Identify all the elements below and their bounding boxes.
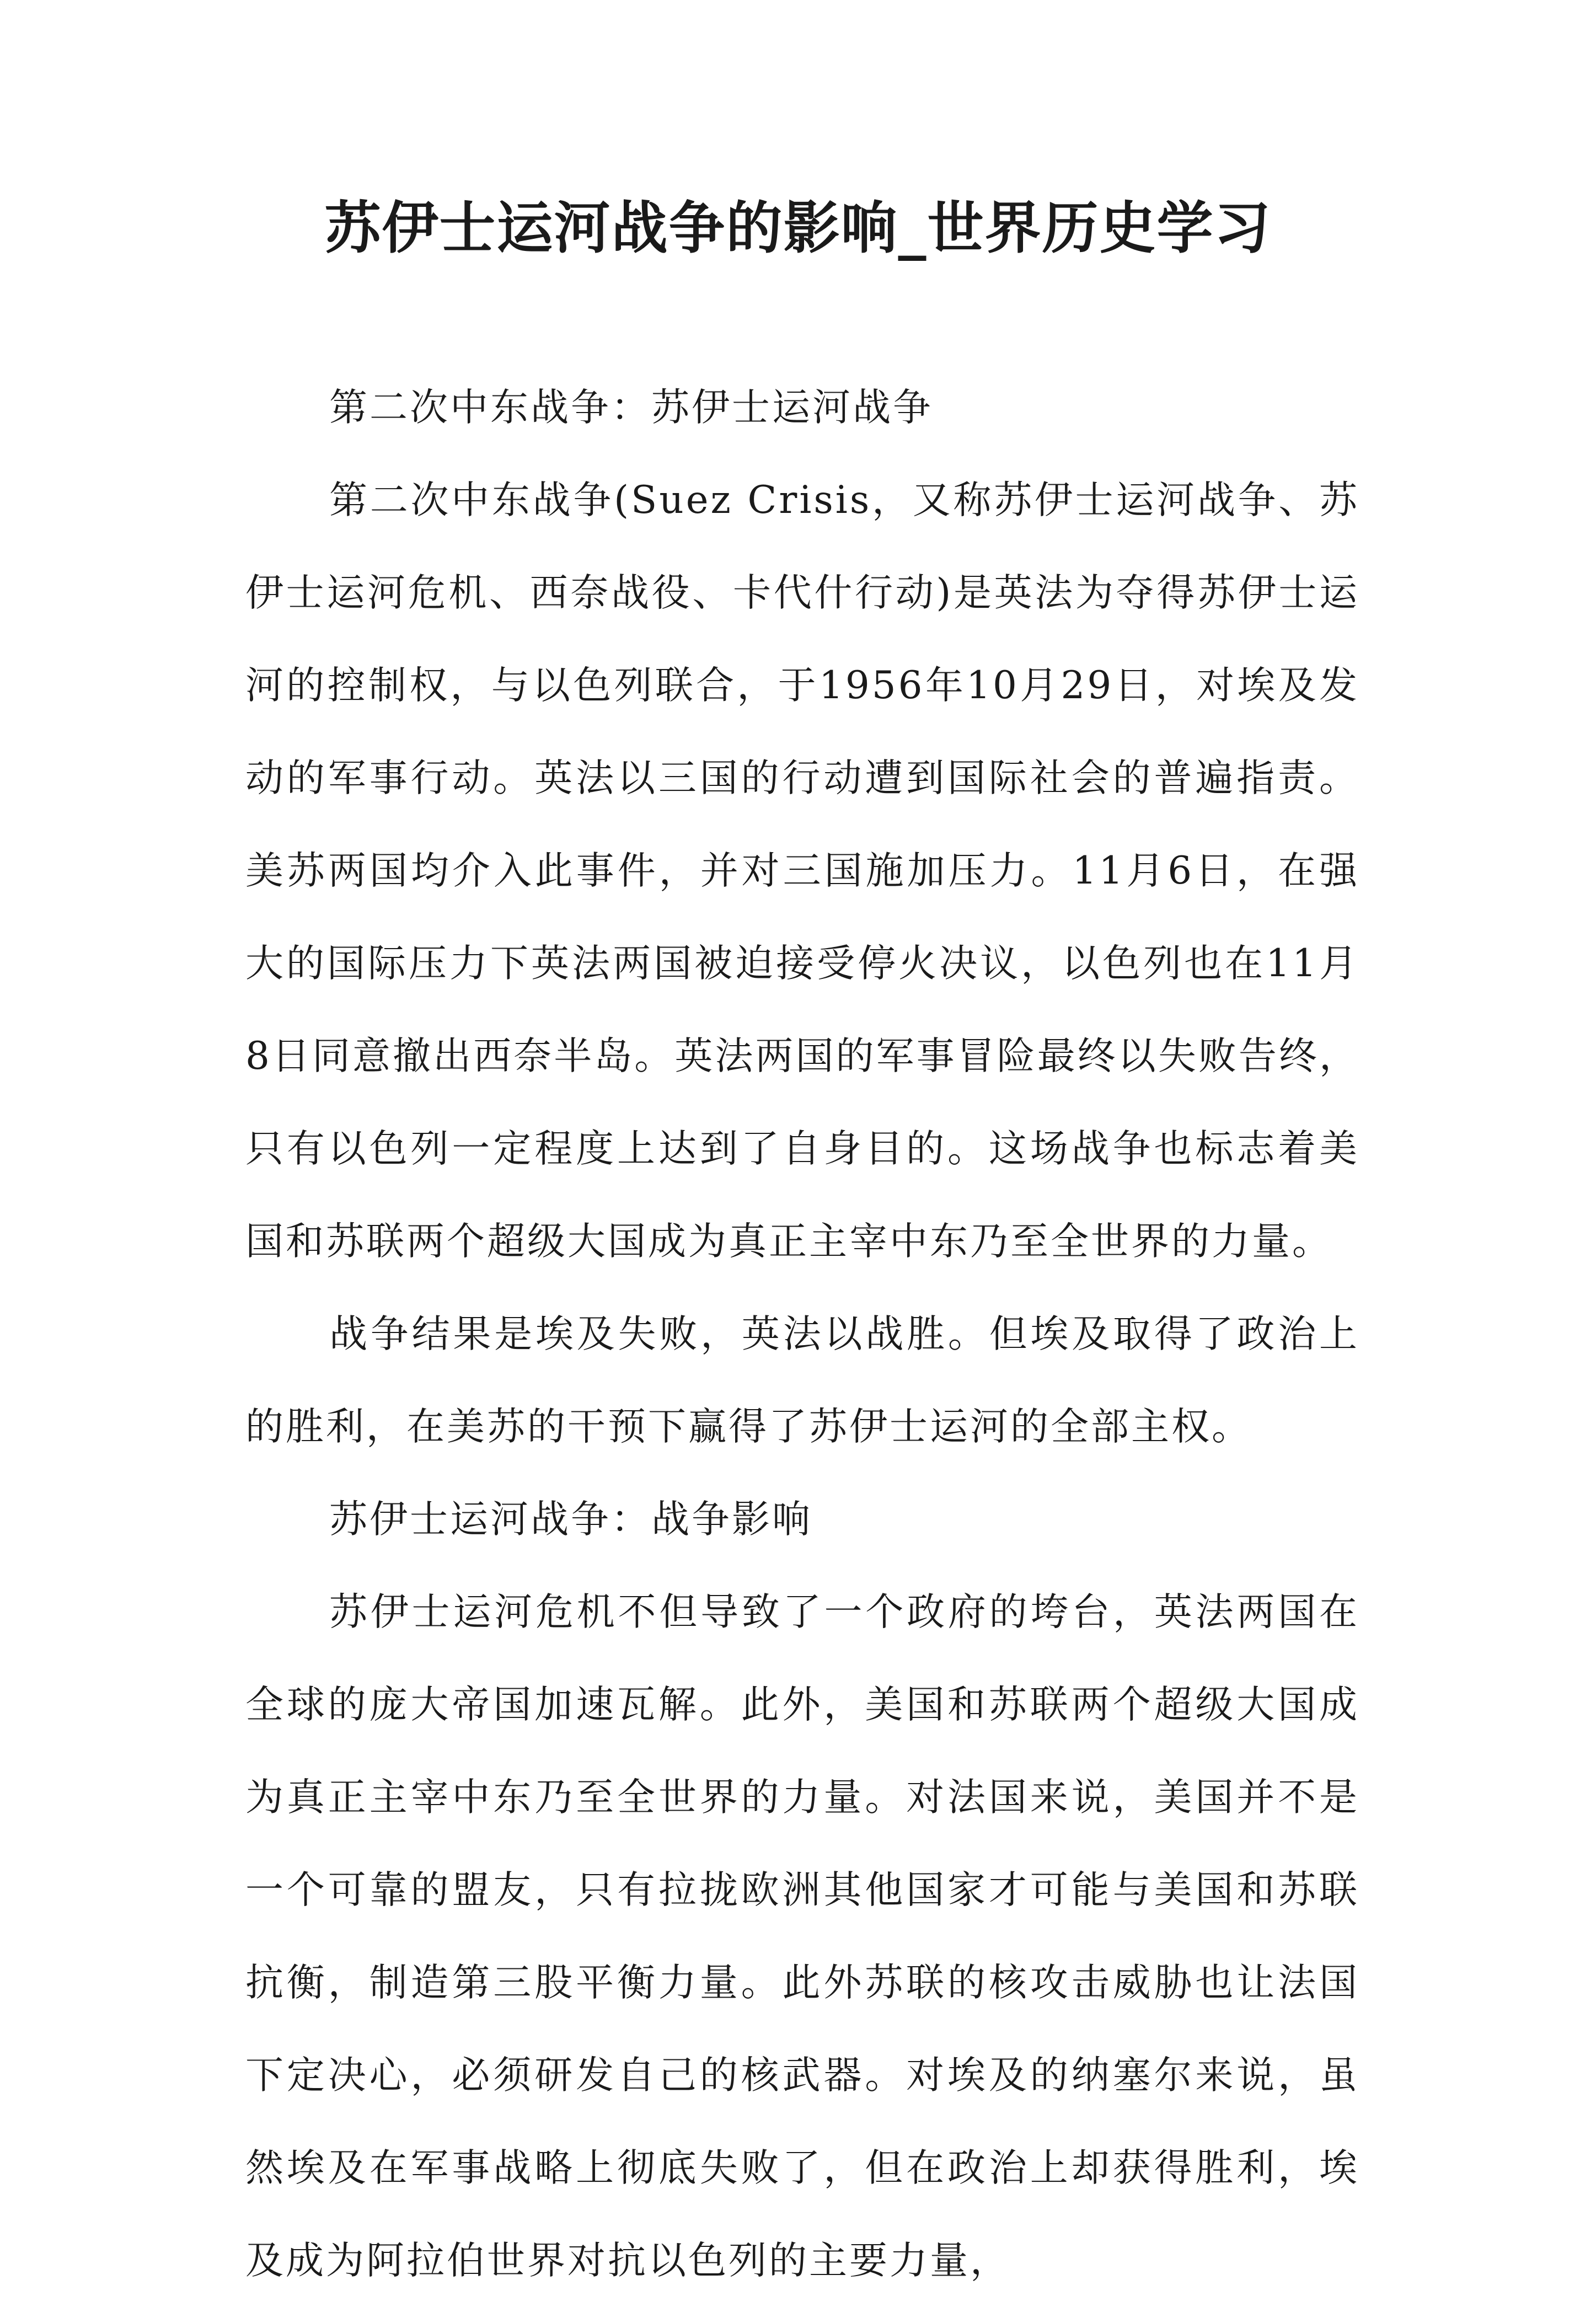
section-heading-1: 第二次中东战争：苏伊士运河战争 [329, 386, 933, 430]
document-title: 苏伊士运河战争的影响_世界历史学习 [324, 196, 1272, 261]
paragraph-1: 第二次中东战争(Suez Crisis，又称苏伊士运河战争、苏伊士运河危机、西奈战役、卡代什行动)是英法为夺得苏伊士运河的控制权，与以色列联合，于1956年10月29日，对埃及发动的军事行动。英法以三国的行动遭到国际社会的普遍指责。美苏两国均介入此事件，并对三国施加压力。11月6日，在强大的国际压力下英法两国被迫接受停火决议，以色列也在11月8日同意撤出西奈半岛。英法两国的军事冒险最终以失败告终，只有以色列一定程度上达到了自身目的。这场战争也标志着美国和苏联两个超级大国成为真正主宰中东乃至全世界的力量。 [245, 478, 1359, 1264]
section-heading-2: 苏伊士运河战争：战争影响 [329, 1497, 812, 1541]
paragraph-2: 战争结果是埃及失败，英法以战胜。但埃及取得了政治上的胜利，在美苏的干预下赢得了苏伊士运河的全部主权。 [245, 1312, 1359, 1449]
paragraph-3: 苏伊士运河危机不但导致了一个政府的垮台，英法两国在全球的庞大帝国加速瓦解。此外，美国和苏联两个超级大国成为真正主宰中东乃至全世界的力量。对法国来说，美国并不是一个可靠的盟友，只有拉拢欧洲其他国家才可能与美国和苏联抗衡，制造第三股平衡力量。此外苏联的核攻击威胁也让法国下定决心，必须研发自己的核武器。对埃及的纳塞尔来说，虽然埃及在军事战略上彻底失败了，但在政治上却获得胜利，埃及成为阿拉伯世界对抗以色列的主要力量， [245, 1590, 1359, 2283]
document-body [245, 361, 1359, 2307]
